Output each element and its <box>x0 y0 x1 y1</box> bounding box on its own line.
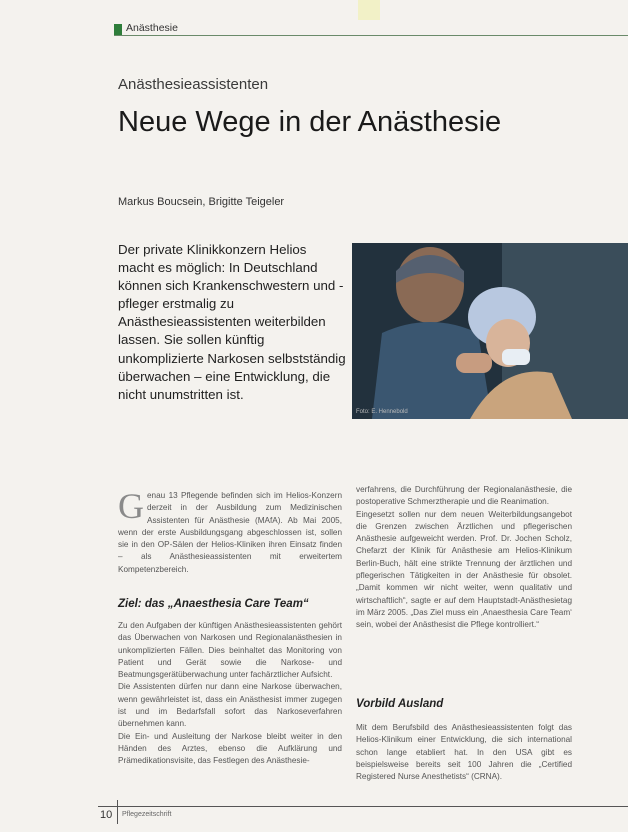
section-header <box>0 22 628 36</box>
photo-illustration <box>352 243 628 419</box>
body-paragraph: Die Ein- und Ausleitung der Narkose bleibt weiter in den Händen des Arztes, ebenso die Aufklärung und Prämedikationsvisite, das Festlegen des Anästhesie- <box>118 731 342 766</box>
article-photo <box>352 243 628 419</box>
body-paragraph: Mit dem Berufsbild des Anästhesieassistenten folgt das Helios-Klinikum einer Entwicklung, die sich international schon lange etabliert hat. In den USA gibt es beispielsweise bereits seit 100 Jahren die „Certified Registered Nurse Anesthetists“ (CRNA). <box>356 723 572 782</box>
subheading-care-team: Ziel: das „Anaesthesia Care Team“ <box>118 598 309 610</box>
footer-tick <box>117 800 118 824</box>
page-number: 10 <box>100 809 113 821</box>
journal-name: Pflegezeitschrift <box>122 811 172 818</box>
body-paragraph: Zu den Aufgaben der künftigen Anästhesieassistenten gehört das Überwachen von Narkosen und Regionalanästhesien in unkomplizierten Fällen. Dies beinhaltet das Monitoring von Patient und Gerät sowie die Narkose- und Beatmungsgerätüberwachung unter fachärztlicher Aufsicht. <box>118 621 342 680</box>
section-color-marker <box>114 24 122 35</box>
body-column-right <box>356 484 572 632</box>
article-title: Neue Wege in der Anästhesie <box>118 106 502 138</box>
intro-text: enau 13 Pflegende befinden sich im Helios-Konzern derzeit in der Ausbildung zum Medizinischen Assistenten für Anästhesie (MAfA). Ab Mai 2005, wenn der erste Ausbildungsgang abgeschlossen ist, sollen sie in den OP-Sälen der Helios-Kliniken ihren Einsatz finden – als Anästhesieassistenten mit erweitertem Kompetenzbereich. <box>118 491 342 574</box>
scan-smudge <box>358 0 380 20</box>
page-footer <box>0 806 628 824</box>
body-column-left-lower <box>118 620 342 768</box>
body-paragraph: Eingesetzt sollen nur dem neuen Weiterbildungsangebot die Grenzen zwischen Ärztlichen und pflegerischen Anästhesie aufgeweicht werden. Prof. Dr. Jochen Scholz, Chefarzt der Klinik für Anästhesie am Helios-Klinikum Berlin-Buch, hält eine strikte Trennung der ärztlichen und pflegerischen Tätigkeiten in der Anästhesie für obsolet. „Damit kommen wir nicht weiter, wenn qualitativ und wirtschaftlich“, sagte er auf dem Hauptstadt-Anästhesietag im März 2005. „Das Ziel muss ein ‚Anaesthesia Care Team‘ sein, wobei der Anästhesist die Pflege kontrolliert.“ <box>356 509 572 630</box>
body-paragraph: Die Assistenten dürfen nur dann eine Narkose überwachen, wenn gewährleistet ist, dass ein Anästhesist immer zugegen ist und im Bedarfsfall sofort das Narkoseverfahren übernehmen kann. <box>118 682 342 729</box>
footer-rule <box>98 806 628 807</box>
photo-credit: Foto: E. Hennebold <box>356 409 408 415</box>
subheading-ausland: Vorbild Ausland <box>356 698 444 710</box>
body-column-right-lower <box>356 722 572 783</box>
article-kicker: Anästhesieassistenten <box>118 76 269 93</box>
drop-cap: G <box>118 486 144 526</box>
article-lead: Der private Klinikkonzern Helios macht es möglich: In Deutschland können sich Krankenschwestern und -pfleger erstmalig zu Anästhesieassistenten weiterbilden lassen. Sie sollen künftig unkomplizierte Narkosen selbstständig überwachen – eine Entwicklung, die nicht unumstritten ist. <box>118 242 346 402</box>
article-authors: Markus Boucsein, Brigitte Teigeler <box>118 196 285 208</box>
body-column-left <box>118 486 342 576</box>
header-rule <box>114 35 628 36</box>
intro-paragraph <box>118 486 342 576</box>
body-paragraph: verfahrens, die Durchführung der Regionalanästhesie, die postoperative Schmerztherapie und die Reanimation. <box>356 485 572 507</box>
section-label: Anästhesie <box>126 22 178 34</box>
